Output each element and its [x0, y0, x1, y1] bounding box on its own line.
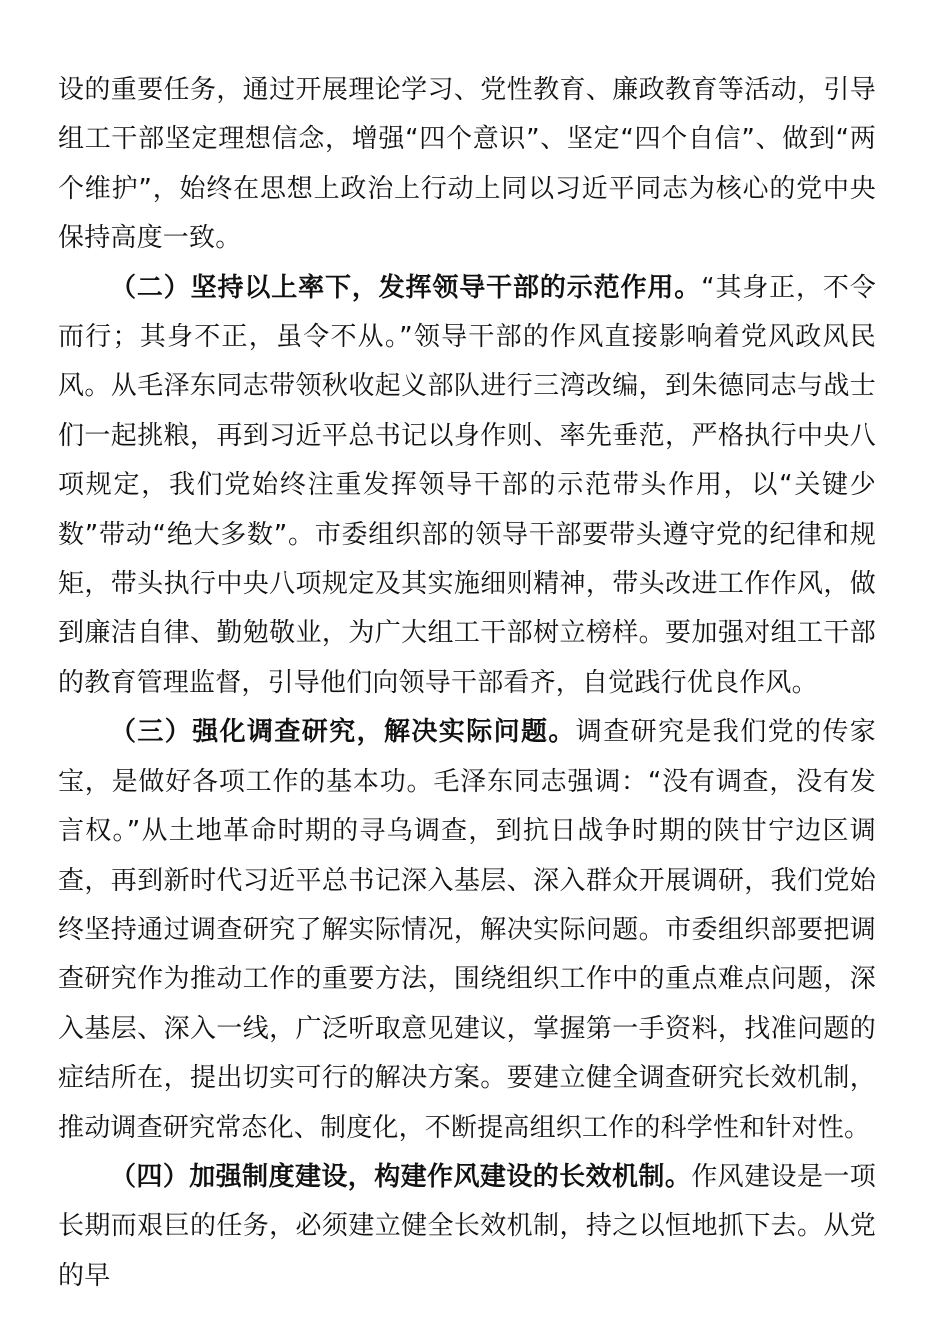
section-heading: （二）坚持以上率下，发挥领导干部的示范作用。	[110, 272, 702, 303]
document-page	[58, 66, 876, 1301]
paragraph-section-4	[58, 1153, 876, 1301]
paragraph-section-2	[58, 264, 876, 709]
paragraph-section-3	[58, 708, 876, 1153]
paragraph-continuation	[58, 66, 876, 264]
paragraph-body: 设的重要任务，通过开展理论学习、党性教育、廉政教育等活动，引导组工干部坚定理想信念，增强“四个意识”、坚定“四个自信”、做到“两个维护”，始终在思想上政治上行动上同以习近平同志为核心的党中央保持高度一致。	[58, 75, 876, 254]
section-heading: （三）强化调查研究，解决实际问题。	[110, 717, 576, 748]
paragraph-body: 作风建设是一项长期而艰巨的任务，必须建立健全长效机制，持之以恒地抓下去。从党的早	[58, 1161, 876, 1291]
paragraph-body: “其身正，不令而行；其身不正，虽令不从。”领导干部的作风直接影响着党风政风民风。从毛泽东同志带领秋收起义部队进行三湾改编，到朱德同志与战士们一起挑粮，再到习近平总书记以身作则、率先垂范，严格执行中央八项规定，我们党始终注重发挥领导干部的示范带头作用，以“关键少数”带动“绝大多数”。市委组织部的领导干部要带头遵守党的纪律和规矩，带头执行中央八项规定及其实施细则精神，带头改进工作作风，做到廉洁自律、勤勉敬业，为广大组工干部树立榜样。要加强对组工干部的教育管理监督，引导他们向领导干部看齐，自觉践行优良作风。	[58, 272, 876, 698]
section-heading: （四）加强制度建设，构建作风建设的长效机制。	[110, 1161, 692, 1192]
paragraph-body: 调查研究是我们党的传家宝，是做好各项工作的基本功。毛泽东同志强调：“没有调查，没有发言权。”从土地革命时期的寻乌调查，到抗日战争时期的陕甘宁边区调查，再到新时代习近平总书记深入基层、深入群众开展调研，我们党始终坚持通过调查研究了解实际情况，解决实际问题。市委组织部要把调查研究作为推动工作的重要方法，围绕组织工作中的重点难点问题，深入基层、深入一线，广泛听取意见建议，掌握第一手资料，找准问题的症结所在，提出切实可行的解决方案。要建立健全调查研究长效机制，推动调查研究常态化、制度化，不断提高组织工作的科学性和针对性。	[58, 717, 876, 1143]
